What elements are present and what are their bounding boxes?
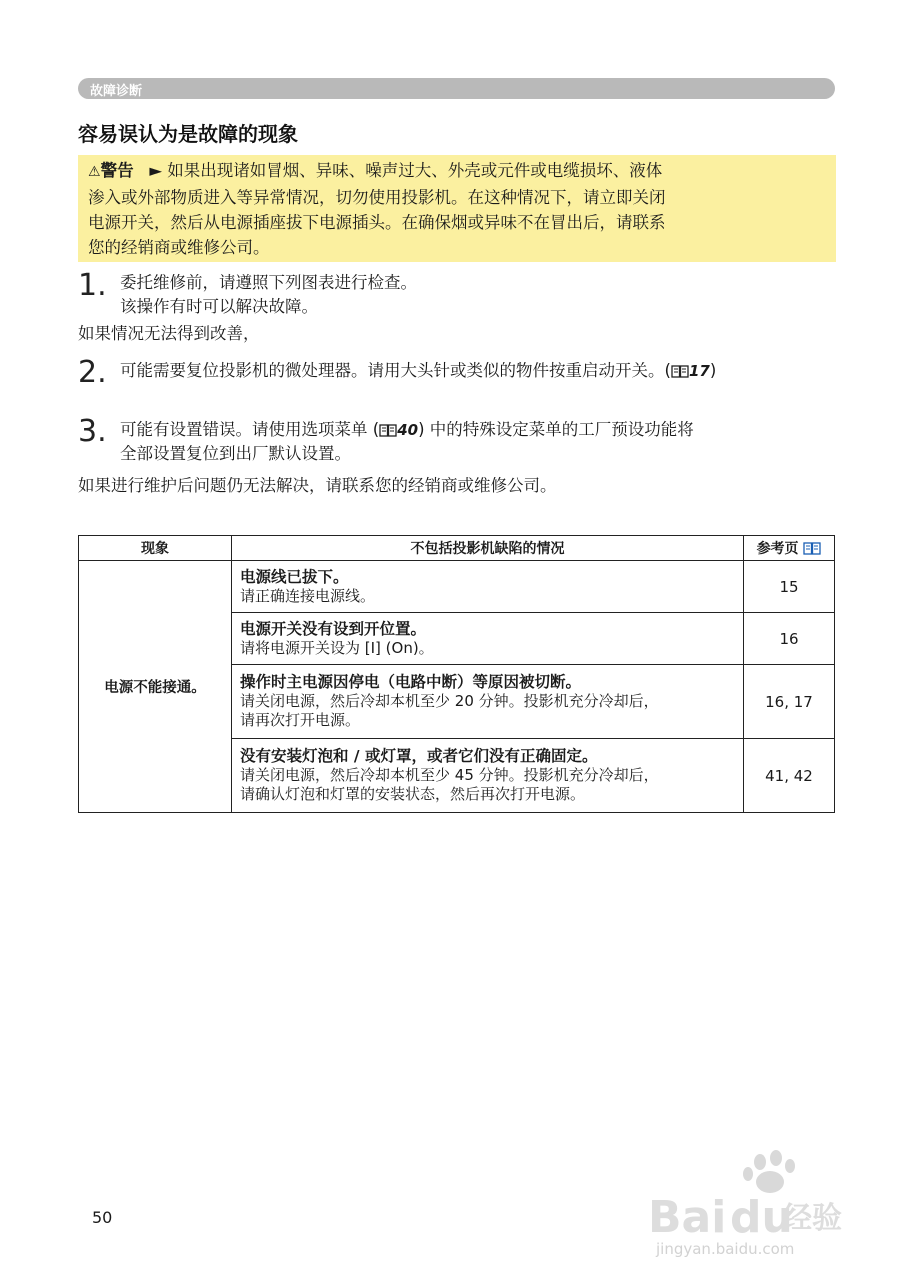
cause-title: 操作时主电源因停电（电路中断）等原因被切断。	[240, 673, 582, 691]
table-header-row	[79, 536, 835, 561]
cause-cell	[232, 739, 744, 813]
baidu-jingyan-watermark	[648, 1148, 848, 1258]
warning-text-line2: 渗入或外部物质进入等异常情况，切勿使用投影机。在这种情况下，请立即关闭	[88, 188, 666, 207]
cause-desc-line2: 请确认灯泡和灯罩的安装状态，然后再次打开电源。	[240, 785, 586, 803]
step-3-text	[120, 418, 694, 466]
page-title: 容易误认为是故障的现象	[78, 122, 298, 146]
ref-pages-cell: 41, 42	[744, 739, 835, 813]
watermark-url: jingyan.baidu.com	[656, 1240, 795, 1258]
cause-cell	[232, 613, 744, 665]
header-situation: 不包括投影机缺陷的情况	[232, 536, 744, 561]
cause-desc: 请正确连接电源线。	[240, 586, 376, 605]
step-2-text	[120, 359, 716, 383]
step-2-number: 2.	[78, 355, 107, 390]
header-ref-page	[744, 536, 835, 561]
header-ref-page-label: 参考页	[756, 541, 799, 557]
ref-pages-cell: 16, 17	[744, 665, 835, 739]
step-2-close-paren: )	[709, 361, 717, 380]
step-3-line1a: 可能有设置错误。请使用选项菜单 (	[120, 420, 380, 439]
book-icon	[671, 365, 689, 378]
header-symptom: 现象	[79, 536, 232, 561]
book-icon	[379, 424, 397, 437]
cause-title: 电源线已拔下。	[240, 567, 349, 586]
section-header-label: 故障诊断	[90, 84, 143, 99]
cause-desc-line2: 请再次打开电源。	[240, 711, 361, 729]
watermark-brand: Bai	[648, 1192, 727, 1243]
page-number: 50	[92, 1208, 113, 1227]
warning-text-line4: 您的经销商或维修公司。	[88, 238, 270, 257]
step-3-line2: 全部设置复位到出厂默认设置。	[120, 444, 351, 463]
if-not-improved-text: 如果情况无法得到改善，	[78, 324, 260, 343]
warning-box	[78, 155, 836, 262]
cause-desc-line1: 请关闭电源，然后冷却本机至少 20 分钟。投影机充分冷却后，	[240, 692, 659, 710]
step-3-number: 3.	[78, 414, 107, 449]
warning-text-line1: 如果出现诸如冒烟、异味、噪声过大、外壳或元件或电缆损坏、液体	[167, 161, 663, 180]
warning-text-line3: 电源开关，然后从电源插座拔下电源插头。在确保烟或异味不在冒出后，请联系	[88, 213, 666, 232]
warning-triangle-icon: ⚠	[88, 164, 101, 180]
step-2-line1: 可能需要复位投影机的微处理器。请用大头针或类似的物件按重启动开关。(	[120, 361, 671, 380]
book-icon	[803, 542, 821, 555]
watermark-cn: 经验	[782, 1201, 842, 1236]
ref-pages-cell: 15	[744, 561, 835, 613]
watermark-brand2: du	[730, 1192, 793, 1243]
cause-cell	[232, 561, 744, 613]
cause-title: 没有安装灯泡和 / 或灯罩，或者它们没有正确固定。	[240, 747, 598, 765]
step-2-page-ref[interactable]: 17	[688, 362, 710, 380]
contact-note: 如果进行维护后问题仍无法解决，请联系您的经销商或维修公司。	[78, 476, 557, 495]
step-1-number: 1.	[78, 268, 107, 303]
cause-title: 电源开关没有设到开位置。	[240, 619, 427, 638]
step-1-text	[120, 271, 417, 319]
arrow-right-icon: ►	[149, 161, 163, 180]
table-row	[79, 561, 835, 613]
symptom-cell: 电源不能接通。	[79, 561, 232, 813]
step-1-line1: 委托维修前，请遵照下列图表进行检查。	[120, 273, 417, 292]
cause-desc: 请将电源开关设为 [I] (On)。	[240, 638, 434, 657]
troubleshooting-table	[78, 535, 835, 813]
step-1-line2: 该操作有时可以解决故障。	[120, 297, 318, 316]
section-header-bar	[78, 78, 835, 99]
step-3-line1b: ) 中的特殊设定菜单的工厂预设功能将	[418, 420, 694, 439]
warning-label: 警告	[100, 161, 134, 180]
step-3-page-ref[interactable]: 40	[397, 421, 419, 439]
cause-desc-line1: 请关闭电源，然后冷却本机至少 45 分钟。投影机充分冷却后，	[240, 766, 659, 784]
ref-pages-cell: 16	[744, 613, 835, 665]
cause-cell	[232, 665, 744, 739]
